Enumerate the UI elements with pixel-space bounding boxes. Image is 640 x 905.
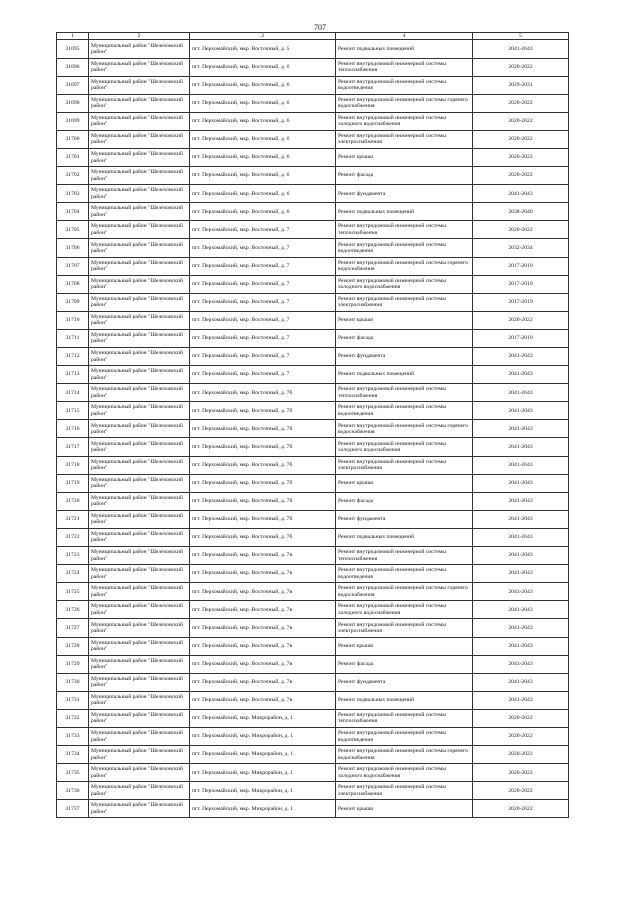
work-type-cell: Ремонт фасада (336, 167, 473, 185)
table-row (57, 366, 569, 384)
work-type-cell: Ремонт внутридомовой инженерной системы водоотведения (336, 239, 473, 257)
address-cell: пгт. Перхомайский, мкр. Восточный, д. 7б (190, 474, 336, 492)
period-cell: 2041-2043 (473, 384, 569, 402)
work-type-cell: Ремонт фасада (336, 655, 473, 673)
table-row (57, 492, 569, 510)
district-cell: Муниципальный район "Шелеховский район" (89, 474, 190, 492)
address-cell: пгт. Перхомайский, мкр. Восточный, д. 7б (190, 402, 336, 420)
row-number-cell: 31721 (57, 510, 89, 528)
district-cell: Муниципальный район "Шелеховский район" (89, 800, 190, 818)
table-row (57, 601, 569, 619)
period-cell: 2017-2019 (473, 257, 569, 275)
work-type-cell: Ремонт внутридомовой инженерной системы холодного водоснабжения (336, 112, 473, 130)
period-cell: 2017-2019 (473, 275, 569, 293)
row-number-cell: 31715 (57, 402, 89, 420)
address-cell: пгт. Перхомайский, мкр. Микрорайон, д. 1 (190, 764, 336, 782)
address-cell: пгт. Перхомайский, мкр. Восточный, д. 7в (190, 691, 336, 709)
district-cell: Муниципальный район "Шелеховский район" (89, 185, 190, 203)
district-cell: Муниципальный район "Шелеховский район" (89, 673, 190, 691)
table-row (57, 565, 569, 583)
table-row (57, 420, 569, 438)
work-type-cell: Ремонт крыши (336, 311, 473, 329)
address-cell: пгт. Перхомайский, мкр. Восточный, д. 6 (190, 130, 336, 148)
row-number-cell: 31717 (57, 438, 89, 456)
row-number-cell: 31710 (57, 311, 89, 329)
period-cell: 2020-2022 (473, 764, 569, 782)
address-cell: пгт. Перхомайский, мкр. Восточный, д. 6 (190, 203, 336, 221)
address-cell: пгт. Перхомайский, мкр. Восточный, д. 7 (190, 329, 336, 347)
work-type-cell: Ремонт подвальных помещений (336, 691, 473, 709)
address-cell: пгт. Перхомайский, мкр. Восточный, д. 7 (190, 366, 336, 384)
work-type-cell: Ремонт внутридомовой инженерной системы горячего водоснабжения (336, 746, 473, 764)
work-type-cell: Ремонт внутридомовой инженерной системы горячего водоснабжения (336, 420, 473, 438)
table-row (57, 130, 569, 148)
work-type-cell: Ремонт внутридомовой инженерной системы горячего водоснабжения (336, 257, 473, 275)
address-cell: пгт. Перхомайский, мкр. Восточный, д. 7в (190, 565, 336, 583)
district-cell: Муниципальный район "Шелеховский район" (89, 239, 190, 257)
row-number-cell: 31731 (57, 691, 89, 709)
row-number-cell: 31718 (57, 456, 89, 474)
district-cell: Муниципальный район "Шелеховский район" (89, 438, 190, 456)
period-cell: 2041-2043 (473, 492, 569, 510)
work-type-cell: Ремонт крыши (336, 800, 473, 818)
period-cell: 2041-2043 (473, 474, 569, 492)
work-type-cell: Ремонт фундамента (336, 185, 473, 203)
district-cell: Муниципальный район "Шелеховский район" (89, 547, 190, 565)
address-cell: пгт. Перхомайский, мкр. Восточный, д. 7б (190, 438, 336, 456)
period-cell: 2020-2022 (473, 221, 569, 239)
table-row (57, 76, 569, 94)
table-header (57, 33, 569, 40)
capital-repair-table (56, 32, 569, 818)
table-row (57, 148, 569, 166)
work-type-cell: Ремонт внутридомовой инженерной системы холодного водоснабжения (336, 764, 473, 782)
work-type-cell: Ремонт подвальных помещений (336, 40, 473, 58)
row-number-cell: 31736 (57, 782, 89, 800)
period-cell: 2020-2022 (473, 130, 569, 148)
work-type-cell: Ремонт внутридомовой инженерной системы холодного водоснабжения (336, 275, 473, 293)
page-number: 707 (314, 23, 326, 32)
table-row (57, 311, 569, 329)
period-cell: 2041-2043 (473, 420, 569, 438)
row-number-cell: 31713 (57, 366, 89, 384)
period-cell: 2041-2043 (473, 619, 569, 637)
period-cell: 2020-2022 (473, 58, 569, 76)
address-cell: пгт. Перхомайский, мкр. Восточный, д. 7 (190, 221, 336, 239)
district-cell: Муниципальный район "Шелеховский район" (89, 130, 190, 148)
work-type-cell: Ремонт фасада (336, 329, 473, 347)
column-header-3: 3 (190, 33, 336, 40)
district-cell: Муниципальный район "Шелеховский район" (89, 221, 190, 239)
address-cell: пгт. Перхомайский, мкр. Восточный, д. 6 (190, 167, 336, 185)
period-cell: 2041-2043 (473, 438, 569, 456)
table-row (57, 40, 569, 58)
table-row (57, 239, 569, 257)
row-number-cell: 31730 (57, 673, 89, 691)
table-row (57, 637, 569, 655)
district-cell: Муниципальный район "Шелеховский район" (89, 727, 190, 745)
address-cell: пгт. Перхомайский, мкр. Восточный, д. 5 (190, 40, 336, 58)
table-row (57, 764, 569, 782)
row-number-cell: 31726 (57, 601, 89, 619)
period-cell: 2038-2040 (473, 203, 569, 221)
period-cell: 2020-2022 (473, 709, 569, 727)
row-number-cell: 31703 (57, 185, 89, 203)
table-row (57, 691, 569, 709)
address-cell: пгт. Перхомайский, мкр. Восточный, д. 7б (190, 528, 336, 546)
row-number-cell: 31716 (57, 420, 89, 438)
address-cell: пгт. Перхомайский, мкр. Восточный, д. 7в (190, 583, 336, 601)
period-cell: 2017-2019 (473, 329, 569, 347)
work-type-cell: Ремонт фундамента (336, 348, 473, 366)
address-cell: пгт. Перхомайский, мкр. Восточный, д. 7 (190, 239, 336, 257)
table-row (57, 619, 569, 637)
work-type-cell: Ремонт внутридомовой инженерной системы горячего водоснабжения (336, 583, 473, 601)
district-cell: Муниципальный район "Шелеховский район" (89, 329, 190, 347)
row-number-cell: 31704 (57, 203, 89, 221)
row-number-cell: 31700 (57, 130, 89, 148)
address-cell: пгт. Перхомайский, мкр. Восточный, д. 7б (190, 492, 336, 510)
period-cell: 2020-2022 (473, 148, 569, 166)
work-type-cell: Ремонт подвальных помещений (336, 528, 473, 546)
work-type-cell: Ремонт подвальных помещений (336, 203, 473, 221)
period-cell: 2020-2022 (473, 800, 569, 818)
address-cell: пгт. Перхомайский, мкр. Микрорайон, д. 1 (190, 746, 336, 764)
district-cell: Муниципальный район "Шелеховский район" (89, 746, 190, 764)
work-type-cell: Ремонт внутридомовой инженерной системы водоотведения (336, 727, 473, 745)
row-number-cell: 31729 (57, 655, 89, 673)
period-cell: 2029-2031 (473, 76, 569, 94)
work-type-cell: Ремонт внутридомовой инженерной системы теплоснабжения (336, 384, 473, 402)
address-cell: пгт. Перхомайский, мкр. Восточный, д. 7в (190, 637, 336, 655)
work-type-cell: Ремонт крыши (336, 474, 473, 492)
period-cell: 2041-2043 (473, 528, 569, 546)
column-header-2: 2 (89, 33, 190, 40)
table-row (57, 456, 569, 474)
address-cell: пгт. Перхомайский, мкр. Восточный, д. 7 (190, 311, 336, 329)
district-cell: Муниципальный район "Шелеховский район" (89, 112, 190, 130)
district-cell: Муниципальный район "Шелеховский район" (89, 94, 190, 112)
address-cell: пгт. Перхомайский, мкр. Микрорайон, д. 1 (190, 782, 336, 800)
address-cell: пгт. Перхомайский, мкр. Микрорайон, д. 1 (190, 727, 336, 745)
table-row (57, 782, 569, 800)
district-cell: Муниципальный район "Шелеховский район" (89, 293, 190, 311)
address-cell: пгт. Перхомайский, мкр. Восточный, д. 6 (190, 94, 336, 112)
row-number-cell: 31712 (57, 348, 89, 366)
work-type-cell: Ремонт внутридомовой инженерной системы теплоснабжения (336, 709, 473, 727)
period-cell: 2041-2043 (473, 348, 569, 366)
address-cell: пгт. Перхомайский, мкр. Восточный, д. 7 (190, 257, 336, 275)
work-type-cell: Ремонт внутридомовой инженерной системы электроснабжения (336, 619, 473, 637)
district-cell: Муниципальный район "Шелеховский район" (89, 148, 190, 166)
address-cell: пгт. Перхомайский, мкр. Восточный, д. 6 (190, 185, 336, 203)
table-row (57, 203, 569, 221)
district-cell: Муниципальный район "Шелеховский район" (89, 601, 190, 619)
row-number-cell: 31734 (57, 746, 89, 764)
period-cell: 2041-2043 (473, 456, 569, 474)
district-cell: Муниципальный район "Шелеховский район" (89, 76, 190, 94)
column-header-4: 4 (336, 33, 473, 40)
table-row (57, 329, 569, 347)
work-type-cell: Ремонт крыши (336, 637, 473, 655)
row-number-cell: 31722 (57, 528, 89, 546)
address-cell: пгт. Перхомайский, мкр. Восточный, д. 6 (190, 76, 336, 94)
table-row (57, 58, 569, 76)
work-type-cell: Ремонт внутридомовой инженерной системы холодного водоснабжения (336, 438, 473, 456)
table-row (57, 257, 569, 275)
period-cell: 2041-2043 (473, 583, 569, 601)
period-cell: 2041-2043 (473, 402, 569, 420)
table-row (57, 673, 569, 691)
row-number-cell: 31708 (57, 275, 89, 293)
period-cell: 2017-2019 (473, 293, 569, 311)
row-number-cell: 31698 (57, 94, 89, 112)
district-cell: Муниципальный район "Шелеховский район" (89, 257, 190, 275)
row-number-cell: 31711 (57, 329, 89, 347)
work-type-cell: Ремонт внутридомовой инженерной системы теплоснабжения (336, 58, 473, 76)
period-cell: 2041-2043 (473, 40, 569, 58)
period-cell: 2020-2022 (473, 746, 569, 764)
table-row (57, 800, 569, 818)
table-row (57, 94, 569, 112)
district-cell: Муниципальный район "Шелеховский район" (89, 384, 190, 402)
district-cell: Муниципальный район "Шелеховский район" (89, 167, 190, 185)
table-row (57, 655, 569, 673)
row-number-cell: 31728 (57, 637, 89, 655)
address-cell: пгт. Перхомайский, мкр. Восточный, д. 7в (190, 673, 336, 691)
district-cell: Муниципальный район "Шелеховский район" (89, 691, 190, 709)
address-cell: пгт. Перхомайский, мкр. Восточный, д. 7б (190, 456, 336, 474)
address-cell: пгт. Перхомайский, мкр. Микрорайон, д. 1 (190, 709, 336, 727)
period-cell: 2020-2022 (473, 112, 569, 130)
district-cell: Муниципальный район "Шелеховский район" (89, 782, 190, 800)
address-cell: пгт. Перхомайский, мкр. Восточный, д. 6 (190, 112, 336, 130)
period-cell: 2041-2043 (473, 565, 569, 583)
row-number-cell: 31723 (57, 547, 89, 565)
table-body (57, 40, 569, 818)
address-cell: пгт. Перхомайский, мкр. Восточный, д. 7в (190, 601, 336, 619)
district-cell: Муниципальный район "Шелеховский район" (89, 40, 190, 58)
column-header-5: 5 (473, 33, 569, 40)
row-number-cell: 31733 (57, 727, 89, 745)
work-type-cell: Ремонт внутридомовой инженерной системы электроснабжения (336, 782, 473, 800)
period-cell: 2020-2022 (473, 167, 569, 185)
work-type-cell: Ремонт фасада (336, 492, 473, 510)
address-cell: пгт. Перхомайский, мкр. Восточный, д. 7 (190, 348, 336, 366)
row-number-cell: 31709 (57, 293, 89, 311)
address-cell: пгт. Перхомайский, мкр. Восточный, д. 7в (190, 619, 336, 637)
work-type-cell: Ремонт внутридомовой инженерной системы водоотведения (336, 402, 473, 420)
address-cell: пгт. Перхомайский, мкр. Восточный, д. 7б (190, 510, 336, 528)
table-row (57, 384, 569, 402)
address-cell: пгт. Перхомайский, мкр. Восточный, д. 7 (190, 293, 336, 311)
table-row (57, 112, 569, 130)
row-number-cell: 31697 (57, 76, 89, 94)
address-cell: пгт. Перхомайский, мкр. Микрорайон, д. 1 (190, 800, 336, 818)
header-row (57, 33, 569, 40)
period-cell: 2041-2043 (473, 510, 569, 528)
district-cell: Муниципальный район "Шелеховский район" (89, 709, 190, 727)
district-cell: Муниципальный район "Шелеховский район" (89, 565, 190, 583)
column-header-1: 1 (57, 33, 89, 40)
period-cell: 2041-2043 (473, 366, 569, 384)
table-row (57, 510, 569, 528)
district-cell: Муниципальный район "Шелеховский район" (89, 619, 190, 637)
row-number-cell: 31735 (57, 764, 89, 782)
work-type-cell: Ремонт внутридомовой инженерной системы электроснабжения (336, 293, 473, 311)
work-type-cell: Ремонт фундамента (336, 673, 473, 691)
period-cell: 2032-2034 (473, 239, 569, 257)
district-cell: Муниципальный район "Шелеховский район" (89, 420, 190, 438)
row-number-cell: 31727 (57, 619, 89, 637)
period-cell: 2041-2043 (473, 185, 569, 203)
table-row (57, 348, 569, 366)
table-row (57, 275, 569, 293)
period-cell: 2020-2022 (473, 782, 569, 800)
address-cell: пгт. Перхомайский, мкр. Восточный, д. 6 (190, 148, 336, 166)
table-row (57, 293, 569, 311)
district-cell: Муниципальный район "Шелеховский район" (89, 456, 190, 474)
table-row (57, 402, 569, 420)
address-cell: пгт. Перхомайский, мкр. Восточный, д. 7в (190, 655, 336, 673)
table-row (57, 583, 569, 601)
table-row (57, 474, 569, 492)
period-cell: 2020-2022 (473, 311, 569, 329)
period-cell: 2020-2022 (473, 94, 569, 112)
row-number-cell: 31706 (57, 239, 89, 257)
row-number-cell: 31724 (57, 565, 89, 583)
address-cell: пгт. Перхомайский, мкр. Восточный, д. 7в (190, 547, 336, 565)
district-cell: Муниципальный район "Шелеховский район" (89, 583, 190, 601)
district-cell: Муниципальный район "Шелеховский район" (89, 764, 190, 782)
district-cell: Муниципальный район "Шелеховский район" (89, 203, 190, 221)
district-cell: Муниципальный район "Шелеховский район" (89, 348, 190, 366)
work-type-cell: Ремонт внутридомовой инженерной системы теплоснабжения (336, 547, 473, 565)
period-cell: 2041-2043 (473, 655, 569, 673)
period-cell: 2041-2043 (473, 637, 569, 655)
row-number-cell: 31725 (57, 583, 89, 601)
district-cell: Муниципальный район "Шелеховский район" (89, 58, 190, 76)
table-row (57, 727, 569, 745)
table-row (57, 528, 569, 546)
row-number-cell: 31737 (57, 800, 89, 818)
work-type-cell: Ремонт внутридомовой инженерной системы теплоснабжения (336, 221, 473, 239)
district-cell: Муниципальный район "Шелеховский район" (89, 402, 190, 420)
district-cell: Муниципальный район "Шелеховский район" (89, 655, 190, 673)
period-cell: 2020-2022 (473, 727, 569, 745)
row-number-cell: 31699 (57, 112, 89, 130)
row-number-cell: 31702 (57, 167, 89, 185)
district-cell: Муниципальный район "Шелеховский район" (89, 510, 190, 528)
work-type-cell: Ремонт подвальных помещений (336, 366, 473, 384)
address-cell: пгт. Перхомайский, мкр. Восточный, д. 7б (190, 420, 336, 438)
row-number-cell: 31714 (57, 384, 89, 402)
work-type-cell: Ремонт внутридомовой инженерной системы электроснабжения (336, 456, 473, 474)
work-type-cell: Ремонт внутридомовой инженерной системы холодного водоснабжения (336, 601, 473, 619)
row-number-cell: 31701 (57, 148, 89, 166)
period-cell: 2041-2043 (473, 601, 569, 619)
period-cell: 2041-2043 (473, 673, 569, 691)
district-cell: Муниципальный район "Шелеховский район" (89, 275, 190, 293)
table-row (57, 167, 569, 185)
work-type-cell: Ремонт внутридомовой инженерной системы электроснабжения (336, 130, 473, 148)
row-number-cell: 31705 (57, 221, 89, 239)
row-number-cell: 31720 (57, 492, 89, 510)
district-cell: Муниципальный район "Шелеховский район" (89, 637, 190, 655)
address-cell: пгт. Перхомайский, мкр. Восточный, д. 7б (190, 384, 336, 402)
address-cell: пгт. Перхомайский, мкр. Восточный, д. 7 (190, 275, 336, 293)
district-cell: Муниципальный район "Шелеховский район" (89, 366, 190, 384)
row-number-cell: 31732 (57, 709, 89, 727)
address-cell: пгт. Перхомайский, мкр. Восточный, д. 6 (190, 58, 336, 76)
work-type-cell: Ремонт крыши (336, 148, 473, 166)
work-type-cell: Ремонт фундамента (336, 510, 473, 528)
table-row (57, 185, 569, 203)
work-type-cell: Ремонт внутридомовой инженерной системы горячего водоснабжения (336, 94, 473, 112)
period-cell: 2041-2043 (473, 547, 569, 565)
district-cell: Муниципальный район "Шелеховский район" (89, 492, 190, 510)
row-number-cell: 31719 (57, 474, 89, 492)
table-row (57, 746, 569, 764)
table-row (57, 709, 569, 727)
period-cell: 2041-2043 (473, 691, 569, 709)
row-number-cell: 31695 (57, 40, 89, 58)
row-number-cell: 31696 (57, 58, 89, 76)
work-type-cell: Ремонт внутридомовой инженерной системы водоотведения (336, 76, 473, 94)
work-type-cell: Ремонт внутридомовой инженерной системы водоотведения (336, 565, 473, 583)
district-cell: Муниципальный район "Шелеховский район" (89, 528, 190, 546)
row-number-cell: 31707 (57, 257, 89, 275)
table-row (57, 221, 569, 239)
table-row (57, 547, 569, 565)
district-cell: Муниципальный район "Шелеховский район" (89, 311, 190, 329)
table-row (57, 438, 569, 456)
